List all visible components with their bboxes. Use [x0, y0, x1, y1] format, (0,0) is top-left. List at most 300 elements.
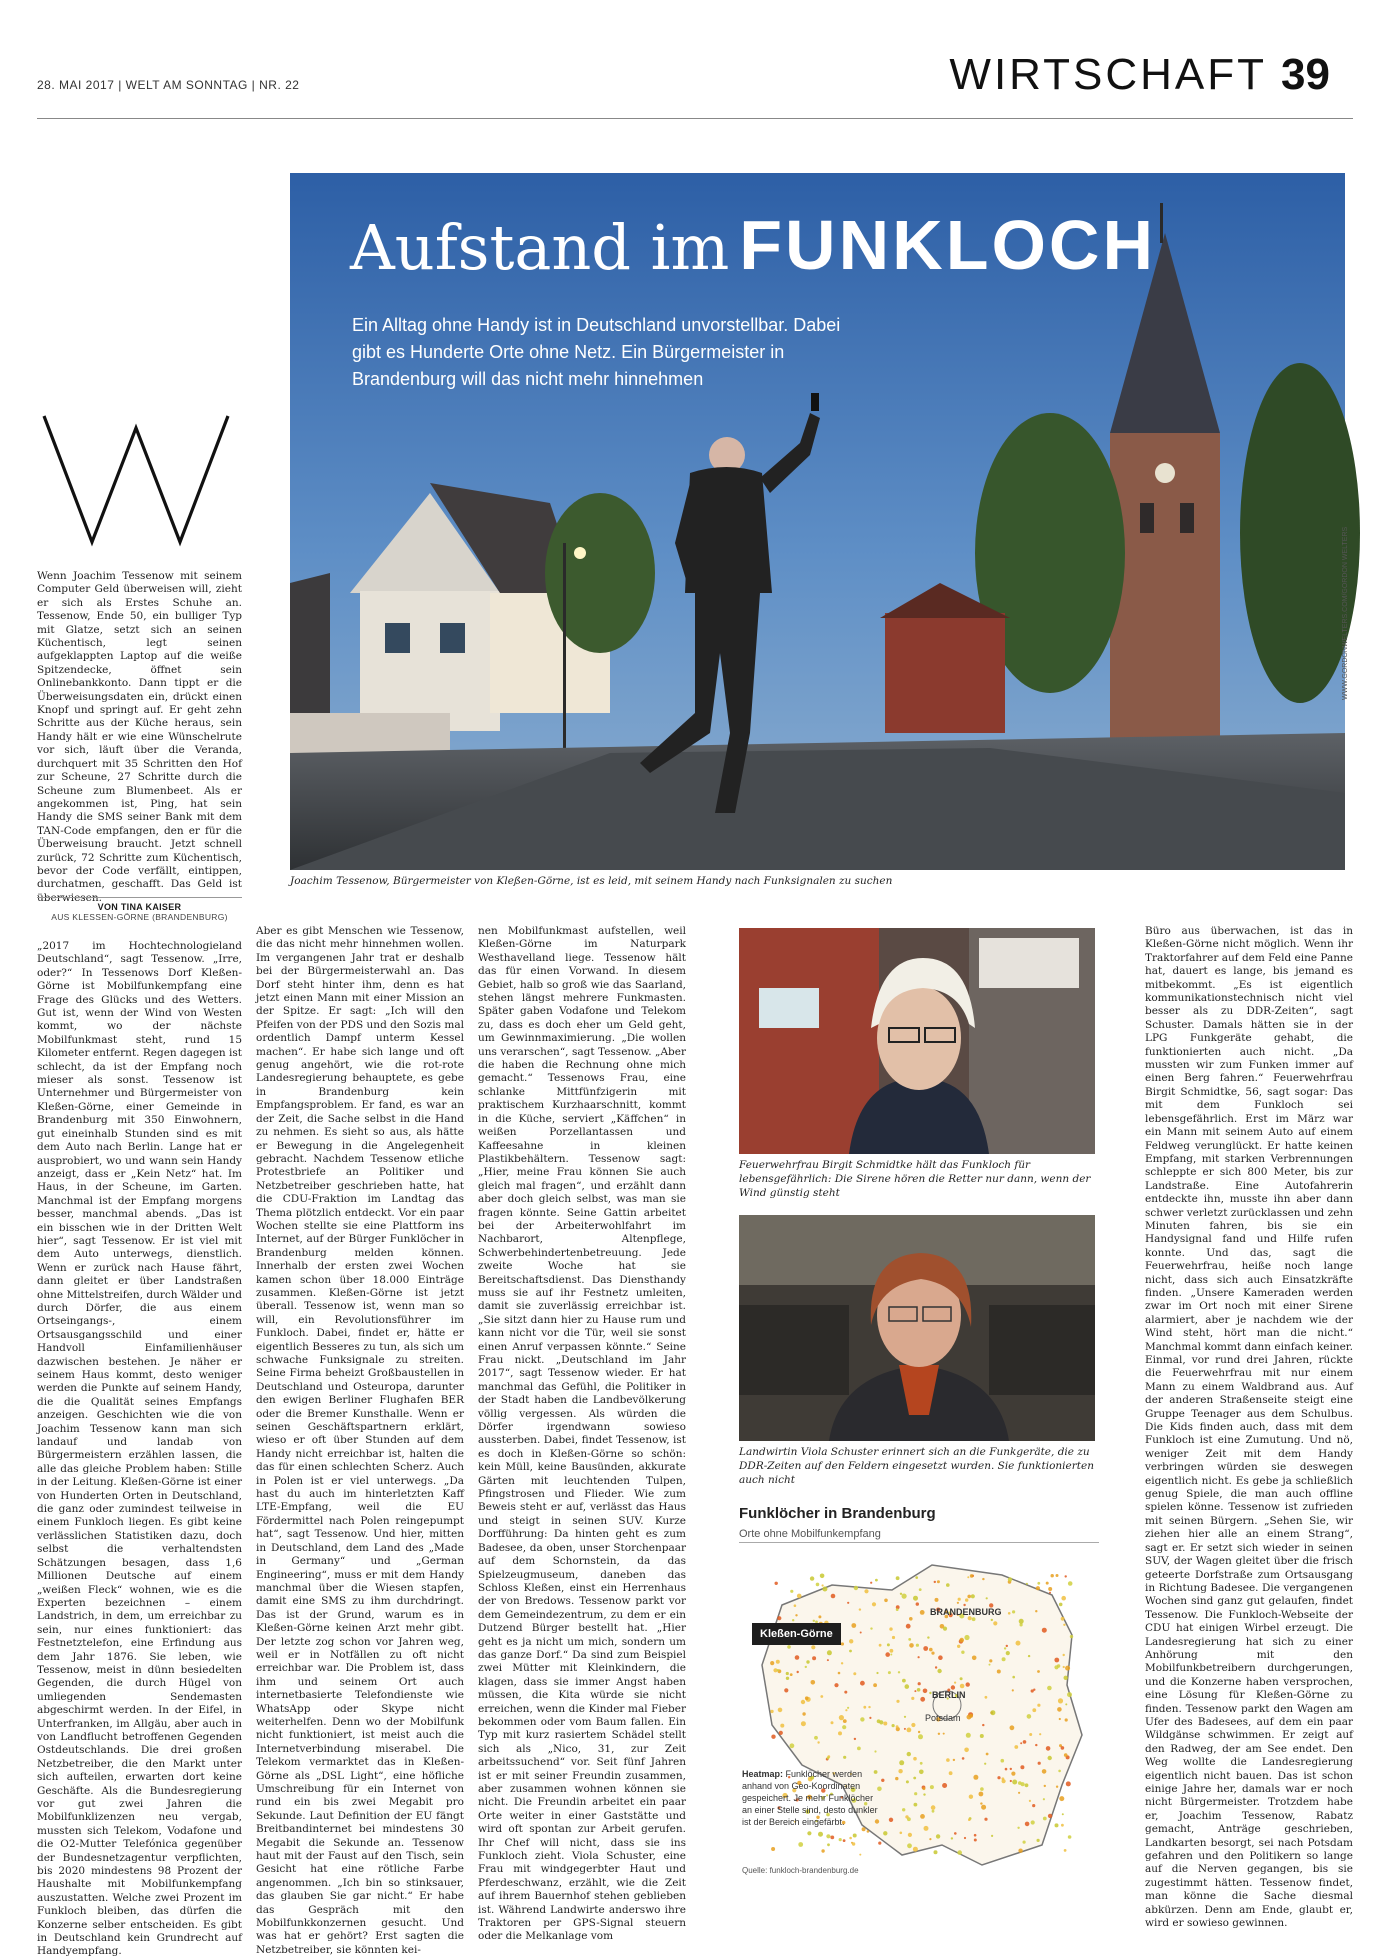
heatmap-dot: [1061, 1824, 1064, 1827]
heatmap-dot: [935, 1666, 937, 1668]
heatmap-dot: [841, 1662, 843, 1664]
heatmap-dot: [905, 1815, 908, 1818]
map-label-brandenburg: BRANDENBURG: [930, 1607, 1002, 1617]
heatmap-dot: [839, 1838, 842, 1841]
heatmap-dot: [986, 1753, 989, 1756]
heatmap-dot: [1001, 1759, 1005, 1763]
heatmap-dot: [913, 1596, 918, 1601]
heatmap-dot: [1018, 1792, 1020, 1794]
heatmap-dot: [1042, 1628, 1047, 1633]
heatmap-dot: [777, 1669, 779, 1671]
heatmap-dot: [860, 1632, 862, 1634]
heatmap-dot: [801, 1700, 805, 1704]
heatmap-dot: [1026, 1583, 1028, 1585]
heatmap-dot: [959, 1638, 964, 1643]
heatmap-dot: [1025, 1822, 1030, 1827]
heatmap-dot: [914, 1803, 918, 1807]
farmer-illustration: [739, 1215, 1095, 1441]
heatmap-dot: [911, 1697, 914, 1700]
heatmap-dot: [1058, 1698, 1063, 1703]
heatmap-dot: [830, 1836, 834, 1840]
heatmap-dot: [1066, 1781, 1071, 1786]
heatmap-dot: [1051, 1574, 1054, 1577]
heatmap-dot: [1054, 1658, 1059, 1663]
map-label-potsdam: Potsdam: [925, 1713, 961, 1723]
heatmap-dot: [918, 1682, 921, 1685]
heatmap-dot: [1018, 1849, 1022, 1853]
heatmap-dot: [899, 1760, 904, 1765]
heatmap-dot: [868, 1706, 870, 1708]
heatmap-dot: [985, 1696, 988, 1699]
heatmap-dot: [1012, 1780, 1017, 1785]
heatmap-dot: [879, 1720, 883, 1724]
heatmap-dot: [1002, 1777, 1005, 1780]
heatmap-dot: [1049, 1592, 1051, 1594]
heatmap-dot: [786, 1677, 789, 1680]
heatmap-dot: [997, 1776, 1000, 1779]
heatmap-dot: [873, 1683, 877, 1687]
heatmap-dot: [907, 1843, 912, 1848]
heatmap-dot: [1020, 1765, 1024, 1769]
heatmap-dot: [943, 1733, 945, 1735]
heatmap-dot: [914, 1792, 917, 1795]
heatmap-dot: [1032, 1804, 1035, 1807]
heatmap-dot: [904, 1728, 906, 1730]
dropcap-w: [40, 400, 240, 554]
heatmap-dot: [982, 1578, 984, 1580]
heatmap-dot: [984, 1818, 987, 1821]
heatmap-dot: [964, 1748, 969, 1753]
heatmap-dot: [878, 1842, 881, 1845]
heatmap-dot: [1027, 1714, 1032, 1719]
heatmap-dot: [1043, 1798, 1045, 1800]
heatmap-dot: [980, 1802, 982, 1804]
heatmap-dot: [1037, 1670, 1040, 1673]
heatmap-dot: [913, 1777, 916, 1780]
heatmap-dot: [787, 1645, 791, 1649]
heatmap-dot: [964, 1837, 966, 1839]
heatmap-dot: [937, 1669, 941, 1673]
heatmap-dot: [920, 1814, 925, 1819]
heatmap-dot: [843, 1756, 846, 1759]
heatmap-dot: [780, 1724, 784, 1728]
heatmap-dot: [1023, 1740, 1027, 1744]
heatmap-dot: [795, 1614, 797, 1616]
heatmap-dot: [1038, 1762, 1041, 1765]
heatmap-dot: [820, 1574, 825, 1579]
heatmap-dot: [919, 1770, 924, 1775]
heatmap-dot: [854, 1738, 856, 1740]
heatmap-dot: [817, 1741, 819, 1743]
heatmap-dot: [820, 1695, 823, 1698]
heatmap-dot: [918, 1734, 923, 1739]
heatmap-dot: [982, 1724, 984, 1726]
heatmap-dot: [892, 1724, 895, 1727]
heatmap-dot: [1014, 1745, 1018, 1749]
map-pin-klessen-goerne: Kleßen-Görne: [752, 1623, 841, 1645]
heatmap-dot: [1042, 1769, 1047, 1774]
heatmap-dot: [1039, 1733, 1041, 1735]
heatmap-dot: [847, 1602, 849, 1604]
heatmap-dot: [1048, 1587, 1052, 1591]
heatmap-dot: [1064, 1753, 1068, 1757]
heatmap-dot: [1035, 1610, 1037, 1612]
firefighter-photo: [739, 928, 1095, 1154]
heatmap-dot: [1006, 1645, 1008, 1647]
heatmap-dot: [778, 1708, 783, 1713]
heatmap-dot: [911, 1723, 915, 1727]
heatmap-dot: [1048, 1814, 1052, 1818]
heatmap-dot: [889, 1818, 893, 1822]
heatmap-dot: [1033, 1689, 1035, 1691]
page-number: 39: [1281, 50, 1330, 99]
heatmap-dot: [776, 1660, 780, 1664]
heatmap-dot: [931, 1652, 934, 1655]
headline-part-2: FUNKLOCH: [739, 206, 1157, 284]
heatmap-dot: [870, 1627, 872, 1629]
heatmap-dot: [1008, 1577, 1012, 1581]
heatmap-dot: [841, 1642, 844, 1645]
heatmap-dot: [1017, 1827, 1019, 1829]
heatmap-dot: [1061, 1746, 1065, 1750]
article-column-3: nen Mobilfunkmast aufstellen, weil Kleßen-Görne im Naturpark Westhavelland liege. Tessenow hält das für einen Vorwand. In diesem Gebiet, halb so groß wie das Saarland, stehen längst mehrere Funkmasten. Später gaben Vodafone und Telekom zu, dass es doch eher um Geld geht, um Gewinnmaximierung. „Die wollen uns verarschen“, sagt Tessenow. „Aber die haben die Rechnung ohne mich gemacht.“ Tessenows Frau, eine schlanke Mittfünfzigerin mit praktischem Kurzhaarschnitt, kommt in die Küche, serviert „Käffchen“ in weißen Porzellantassen und Kaffeesahne in kleinen Plastikbehältern. Tessenow sagt: „Hier, meine Frau können Sie auch gleich mal fragen“, und erzählt dann aber doch gleich selbst, was man sie fragen könnte. Seine Gattin arbeitet bei der Arbeiterwohlfahrt im Nachbarort, Altenpflege, Schwerbehindertenbetreuung. Jede zweite Woche hat sie Bereitschaftsdienst. Das Diensthandy muss sie auf ihr Festnetz umleiten, damit sie zuverlässig erreichbar ist. „Sie sitzt dann hier zu Hause rum und kann nicht vor die Tür, weil sie sonst einen Anruf verpassen könnte.“ Seine Frau nickt. „Deutschland im Jahr 2017“, sagt Tessenow wieder. Er hat manchmal das Gefühl, die Politiker in der Stadt haben die Landbevölkerung völlig vergessen. Als würden die Dörfer irgendwann sowieso aussterben. Dabei, findet Tessenow, ist es doch in Kleßen-Görne so schön: kein Müll, keine Bausünden, akkurate Gärten mit leuchtenden Tulpen, Pfingstrosen und Flieder. Wie zum Beweis steht er auf, verlässt das Haus und steigt in seinen SUV. Kurze Dorfführung: Da hinten geht es zum Badesee, da oben, unser Storchenpaar auf dem Schornstein, da das Spielzeugmuseum, daneben das Schloss Kleßen, einst ein Herrenhaus der von Bredows. Tessenow parkt vor dem Gemeindezentrum, zu dem er ein Dutzend Bürger bestellt hat. „Hier geht es ja nicht um mich, sondern um das ganze Dorf.“ Da sind zum Beispiel zwei Mütter mit Kleinkindern, die klagen, dass sie immer Angst haben müssen, die Kita würde sie nicht erreichen, wenn die Kinder mal Fieber bekommen oder vom Baum fallen. Ein Typ mit kurz rasiertem Schädel stellt sich als „Nico, 31, zur Zeit arbeitssuchend“ vor. Seit fünf Jahren ist er mit seiner Freundin zusammen, aber zusammen wohnen können sie nicht. Die Freundin arbeitet ein paar Orte weiter in einer Gaststätte und wird oft spontan zur Arbeit gerufen. Ihr Chef will nicht, dass sie ins Funkloch zieht. Viola Schuster, eine Frau mit windgegerbter Haut und Pferdeschwanz, erzählt, wie die Zeit auf ihrem Bauernhof stehen geblieben ist. Während Landwirte anderswo ihre Traktoren per GPS-Signal steuern oder die Melkanlage vom: [478, 925, 686, 1943]
heatmap-dot: [946, 1758, 950, 1762]
heatmap-dot: [954, 1832, 957, 1835]
heatmap-dot: [938, 1655, 943, 1660]
heatmap-dot: [969, 1714, 973, 1718]
byline: VON TINA KAISER: [37, 897, 242, 912]
heatmap-dot: [896, 1725, 899, 1728]
heatmap-dot: [898, 1671, 900, 1673]
heatmap-dot: [843, 1719, 847, 1723]
heatmap-dot: [1002, 1657, 1006, 1661]
heatmap-dot: [1043, 1817, 1047, 1821]
heatmap-dot: [896, 1700, 899, 1703]
heatmap-dot: [991, 1835, 993, 1837]
firefighter-illustration: [739, 928, 1095, 1154]
heatmap-dot: [838, 1672, 841, 1675]
heatmap-dot: [875, 1579, 878, 1582]
heatmap-dot: [936, 1834, 940, 1838]
heatmap-dot: [906, 1780, 909, 1783]
heatmap-dot: [896, 1608, 899, 1611]
heatmap-dot: [1063, 1666, 1065, 1668]
heatmap-dot: [1035, 1744, 1037, 1746]
heatmap-dot: [929, 1648, 933, 1652]
heatmap-dot: [1057, 1707, 1062, 1712]
heatmap-dot: [827, 1843, 830, 1846]
heatmap-dot: [821, 1849, 824, 1852]
heatmap-dot: [972, 1656, 977, 1661]
heatmap-dot: [965, 1598, 968, 1601]
heatmap-dot: [1055, 1823, 1059, 1827]
heatmap-dot: [905, 1684, 910, 1689]
heatmap-dot: [923, 1646, 928, 1651]
heatmap-dot: [919, 1588, 922, 1591]
heatmap-dot: [1061, 1596, 1066, 1601]
heatmap-dot: [849, 1837, 852, 1840]
heatmap-dot: [786, 1672, 789, 1675]
heatmap-dot: [1065, 1718, 1068, 1721]
heatmap-dot: [964, 1635, 969, 1640]
article-column-2: Aber es gibt Menschen wie Tessenow, die das nicht mehr hinnehmen wollen. Im vergangenen Jahr trat er deshalb bei der Bürgermeisterwahl an. Das Dorf steht hinter ihm, denn es hat jetzt einen Mann mit einer Mission an der Spitze. Er sagt: „Ich will den Pfeifen von der PDS und den Sozis mal ordentlich Dampf unterm Kessel machen“. Er habe sich lange und oft genug angehört, wie die rot-rote Landesregierung behauptete, es gebe in Brandenburg kein Empfangsproblem. Er fand, es war an der Zeit, die Sache selbst in die Hand zu nehmen. Es sieht so aus, als hätte er Bewegung in die Angelegenheit gebracht. Nachdem Tessenow etliche Protestbriefe an Politiker und Netzbetreiber geschrieben hatte, hat die CDU-Fraktion im Landtag das Thema plötzlich entdeckt. Vor ein paar Wochen stellte sie eine Plattform ins Internet, auf der Bürger Funklöcher in Brandenburg melden können. Innerhalb der ersten zwei Wochen kamen schon über 18.000 Einträge zusammen. Kleßen-Görne ist jetzt überall. Tessenow ist, wenn man so will, ein Revolutionsführer im Funkloch. Dabei, findet er, hätte er eigentlich Besseres zu tun, als sich um schwache Funksignale zu streiten. Seine Firma beheizt Großbaustellen in Deutschland und Osteuropa, darunter den ewigen Berliner Flughafen BER oder die Bremer Kunsthalle. Wenn er seinen Geschäftspartnern erklärt, wieso er oft über Stunden auf dem Handy nicht erreichbar ist, halten die das für einen schlechten Scherz. Auch in Polen ist er viel unterwegs. „Da hast du auch im hinterletzten Kaff LTE-Empfang, weil die EU Fördermittel nach Polen reingepumpt hat“, sagt Tessenow. Und hier, mitten in Deutschland, dem Land des „Made in Germany“ und „German Engineering“, muss er mit dem Handy manchmal über die Wiesen stapfen, damit eine SMS zu ihm durchdringt. Das ist der Grund, warum es in Kleßen-Görne keinen Arzt mehr gibt. Der letzte zog schon vor Jahren weg, weil er in Notfällen zu oft nicht erreichbar war. Die Problem ist, dass ihm und seinem Ort auch internetbasierte Telefondienste wie WhatsApp oder Skype nicht weiterhelfen. Denn wo der Mobilfunk nicht funktioniert, ist meist auch die Internetverbindung miserabel. Die Telekom vermarktet das in Kleßen-Görne als „DSL Light“, eine höfliche Umschreibung für ein Internet von rund ein bis zwei Megabit pro Sekunde. Laut Definition der EU fängt Breitbandinternet bei mindestens 30 Megabit die Sekunde an. Tessenow haut mit der Faust auf den Tisch, sein Gesicht hat eine rötliche Farbe angenommen. „Ich bin so stinksauer, das glauben Sie gar nicht.“ Er habe das Gespräch mit den Mobilfunkkonzernen gesucht. Und was hat er gehört? Erst sagten die Netzbetreiber, sie könnten kei-: [256, 925, 464, 1956]
heatmap-dot: [990, 1710, 995, 1715]
heatmap-dot: [1063, 1624, 1065, 1626]
heatmap-dot: [870, 1582, 872, 1584]
heatmap-dot: [883, 1722, 887, 1726]
heatmap-dot: [1008, 1612, 1011, 1615]
heatmap-dot: [953, 1759, 955, 1761]
heatmap-dot: [957, 1850, 962, 1855]
heatmap-dot: [980, 1787, 984, 1791]
heatmap-dot: [1059, 1796, 1064, 1801]
heatmap-dot: [847, 1707, 849, 1709]
heatmap-dot: [937, 1580, 940, 1583]
dateline: AUS KLESSEN-GÖRNE (BRANDENBURG): [51, 912, 228, 922]
heatmap-dot: [993, 1621, 997, 1625]
heatmap-dot: [805, 1696, 809, 1700]
deck: Ein Alltag ohne Handy ist in Deutschland unvorstellbar. Dabei gibt es Hunderte Orte ohne Netz. Ein Bürgermeister in Brandenburg will das nicht mehr hinnehmen: [352, 315, 841, 389]
heatmap-dot: [918, 1656, 920, 1658]
map-subtitle: Orte ohne Mobilfunkempfang: [739, 1528, 881, 1540]
heatmap-dot: [863, 1706, 866, 1709]
heatmap-dot: [844, 1691, 847, 1694]
heatmap-dot: [851, 1623, 856, 1628]
heatmap-dot: [920, 1762, 923, 1765]
heatmap-dot: [900, 1593, 902, 1595]
heatmap-dot: [775, 1582, 778, 1585]
hero-caption: Joachim Tessenow, Bürgermeister von Kleßen-Görne, ist es leid, mit seinem Handy nach Funksignalen zu suchen: [290, 875, 893, 887]
heatmap-dot: [885, 1652, 890, 1657]
heatmap-dot: [1059, 1603, 1063, 1607]
map-source: Quelle: funkloch-brandenburg.de: [742, 1866, 859, 1875]
heatmap-dot: [949, 1771, 953, 1775]
heatmap-dot: [801, 1721, 806, 1726]
header-rule: [37, 118, 1353, 119]
heatmap-dot: [790, 1743, 795, 1748]
heatmap-dot: [970, 1574, 974, 1578]
heatmap-dot: [797, 1594, 802, 1599]
heatmap-dot: [1021, 1782, 1025, 1786]
heatmap-dot: [806, 1660, 809, 1663]
photo-credit: WWW.GORDONWELTERS.COM/GORDON WELTERS: [1342, 526, 1349, 700]
heatmap-dot: [867, 1830, 870, 1833]
heatmap-dot: [902, 1679, 906, 1683]
heatmap-dot: [884, 1599, 888, 1603]
heatmap-dot: [1046, 1582, 1049, 1585]
heatmap-dot: [1028, 1655, 1030, 1657]
heatmap-dot: [834, 1683, 838, 1687]
heatmap-dot: [1010, 1768, 1012, 1770]
heatmap-dot: [879, 1644, 882, 1647]
heatmap-dot: [1020, 1742, 1022, 1744]
heatmap-dot: [1047, 1686, 1052, 1691]
heatmap-dot: [869, 1717, 871, 1719]
heatmap-dot: [1011, 1772, 1015, 1776]
heatmap-dot: [843, 1839, 846, 1842]
heatmap-dot: [924, 1826, 929, 1831]
heatmap-dot: [790, 1673, 793, 1676]
heatmap-dot: [923, 1689, 928, 1694]
heatmap-dot: [792, 1619, 794, 1621]
heatmap-dot: [966, 1682, 970, 1686]
heatmap-dot: [915, 1576, 918, 1579]
heatmap-dot: [1031, 1820, 1035, 1824]
heatmap-dot: [1012, 1689, 1014, 1691]
headline-part-1: Aufstand im: [350, 211, 730, 284]
heatmap-dot: [989, 1659, 992, 1662]
heatmap-dot: [883, 1831, 887, 1835]
heatmap-dot: [963, 1604, 965, 1606]
heatmap-dot: [931, 1805, 936, 1810]
heatmap-dot: [981, 1805, 986, 1810]
heatmap-dot: [860, 1681, 865, 1686]
heatmap-dot: [1065, 1575, 1067, 1577]
map-legend: [742, 1768, 882, 1828]
heatmap-dot: [960, 1677, 963, 1680]
article-column-1: „2017 im Hochtechnologieland Deutschland“, sagt Tessenow. „Irre, oder?“ In Tessenows Dorf Kleßen-Görne ist Mobilfunkempfang eine Frage des Glücks und des Wetters. Gut ist, wenn der Wind von Westen kommt, wo der nächste Mobilfunkmast steht, rund 15 Kilometer entfernt. Regen dagegen ist schlecht, da ist der Empfang noch mieser als sonst. Tessenow ist Unternehmer und Bürgermeister von Kleßen-Görne, einer Gemeinde in Brandenburg mit 350 Einwohnern, gut eineinhalb Stunden sind es mit dem Auto nach Berlin. Lange hat er ausprobiert, wo und wann sein Handy anzeigt, dass er „Kein Netz“ hat. Im Haus, in der Scheune, im Garten. Manchmal ist der Empfang morgens besser, manchmal abends. „Das ist ein bisschen wie in der Dritten Welt hier“, sagt Tessenow. Er ist viel mit dem Auto unterwegs, dienstlich. Wenn er zurück nach Hause fährt, dann gleitet er über Landstraßen ohne Mittelstreifen, durch Wälder und durch Dörfer, die aus einem Ortseingangs-, einem Ortsausgangsschild und einer Handvoll Einfamilienhäuser dazwischen bestehen. Je näher er seinem Haus kommt, desto weniger werden die Punkte auf seinem Handy, die die Qualität seines Empfangs anzeigen. Geschichten wie die von Joachim Tessenow kann man sich landauf und landab von Bürgermeistern erzählen lassen, die alle das gleiche Problem haben: Stille in der Leitung. Kleßen-Görne ist einer von Hunderten Orten in Deutschland, die ganz oder zumindest teilweise in einem Funkloch liegen. Es gibt keine verlässlichen Statistiken dazu, doch selbst die verhaltendsten Schätzungen besagen, dass 1,6 Millionen Deutsche auf einem „weißen Fleck“ wohnen, wie es die Experten bezeichnen – einem Landstrich, in dem, um erreichbar zu sein, nur eines funktioniert: das Festnetztelefon, eine Erfindung aus dem Jahr 1876. Sie leben, wie Tessenow, meist in dünn besiedelten Gegenden, die durch Hügel von umliegenden Sendemasten abgeschirmt werden. In der Eifel, in Unterfranken, im Allgäu, aber auch in von Landflucht betroffenen Gegenden Ostdeutschlands. Die drei großen Netzbetreiber, die den Markt unter sich aufteilen, erwarten dort keine Geschäfte. Als die Bundesregierung vor gut zwei Jahren die Mobilfunklizenzen neu vergab, mussten sich Telekom, Vodafone und die O2-Mutter Telefónica gegenüber der Bundesnetzagentur verpflichten, bis 2020 mindestens 98 Prozent der Haushalte mit Mobilfunkempfang auszustatten. Welche zwei Prozent im Funkloch bleiben, das dürfen die Konzerne selber entscheiden. Es gibt in Deutschland kein Grundrecht auf Handyempfang.: [37, 940, 242, 1958]
heatmap-dot: [934, 1581, 936, 1583]
heatmap-dot: [920, 1697, 925, 1702]
heatmap-dot: [935, 1598, 939, 1602]
heatmap-dot: [1016, 1641, 1021, 1646]
heatmap-dot: [1056, 1574, 1059, 1577]
heatmap-dot: [838, 1731, 842, 1735]
heatmap-dot: [814, 1736, 818, 1740]
heatmap-dot: [904, 1716, 906, 1718]
heatmap-dot: [890, 1649, 894, 1653]
heatmap-dot: [779, 1731, 783, 1735]
heatmap-dot: [1064, 1676, 1068, 1680]
heatmap-dot: [942, 1783, 947, 1788]
heatmap-dot: [898, 1769, 902, 1773]
heatmap-dot: [798, 1842, 803, 1847]
heatmap-dot: [895, 1777, 898, 1780]
heatmap-dot: [822, 1587, 827, 1592]
heatmap-dot: [795, 1655, 800, 1660]
heatmap-dot: [849, 1650, 852, 1653]
heatmap-dot: [802, 1712, 805, 1715]
heatmap-dot: [1063, 1654, 1065, 1656]
heatmap-dot: [1070, 1635, 1073, 1638]
heatmap-dot: [934, 1850, 938, 1854]
heatmap-dot: [784, 1688, 788, 1692]
heatmap-dot: [957, 1602, 959, 1604]
heatmap-dot: [827, 1650, 832, 1655]
heatmap-dot: [771, 1735, 775, 1739]
heatmap-dot: [1065, 1703, 1067, 1705]
heatmap-dot: [771, 1847, 775, 1851]
heatmap-dot: [887, 1643, 890, 1646]
heatmap-dot: [845, 1709, 847, 1711]
heatmap-dot: [827, 1757, 830, 1760]
heatmap-dot: [917, 1688, 921, 1692]
heatmap-dot: [966, 1733, 971, 1738]
heatmap-dot: [932, 1810, 935, 1813]
heatmap-dot: [852, 1842, 855, 1845]
heatmap-dot: [1032, 1708, 1036, 1712]
heatmap-dot: [874, 1750, 876, 1752]
heatmap-dot: [842, 1725, 846, 1729]
heatmap-dot: [1068, 1835, 1072, 1839]
heatmap-dot: [1005, 1768, 1008, 1771]
heatmap-dot: [908, 1833, 912, 1837]
heatmap-dot: [979, 1792, 984, 1797]
heatmap-dot: [811, 1680, 816, 1685]
heatmap-dot: [1006, 1651, 1010, 1655]
heatmap-dot: [967, 1576, 969, 1578]
heatmap-dot: [962, 1757, 965, 1760]
heatmap-dot: [909, 1643, 914, 1648]
heatmap-dot: [790, 1590, 793, 1593]
heatmap-dot: [906, 1624, 911, 1629]
heatmap-dot: [1012, 1610, 1015, 1613]
heatmap-dot: [1019, 1619, 1024, 1624]
heatmap-dot: [907, 1752, 911, 1756]
heatmap-dot: [930, 1785, 934, 1789]
heatmap-dot: [974, 1839, 977, 1842]
heatmap-dot: [973, 1775, 978, 1780]
heatmap-dot: [1012, 1676, 1015, 1679]
heatmap-dot: [1025, 1783, 1029, 1787]
heatmap-dot: [811, 1645, 815, 1649]
heatmap-dot: [969, 1795, 973, 1799]
heatmap-dot: [822, 1584, 824, 1586]
heatmap-dot: [991, 1619, 993, 1621]
map-legend-text: Funklöcher werden anhand von Geo-Koordinaten gespeichert. Je mehr Funklöcher an einer Stelle sind, desto dunkler ist der Bereich eingefärbt.: [742, 1769, 878, 1827]
farmer-caption: Landwirtin Viola Schuster erinnert sich an die Funkgeräte, die zu DDR-Zeiten auf den Feldern eingesetzt wurden. Sie funktionierten auch nicht: [739, 1446, 1094, 1486]
heatmap-dot: [974, 1834, 977, 1837]
heatmap-dot: [1061, 1617, 1065, 1621]
heatmap-dot: [1029, 1733, 1032, 1736]
heatmap-dot: [980, 1734, 984, 1738]
heatmap-dot: [916, 1602, 919, 1605]
heatmap-dot: [1065, 1666, 1070, 1671]
map-title: Funklöcher in Brandenburg: [739, 1505, 936, 1522]
heatmap-dot: [889, 1627, 892, 1630]
heatmap-dot: [902, 1594, 907, 1599]
heatmap-dot: [927, 1636, 929, 1638]
heatmap-dot: [890, 1654, 892, 1656]
heatmap-dot: [1029, 1800, 1031, 1802]
heatmap-dot: [920, 1610, 925, 1615]
heatmap-dot: [812, 1656, 816, 1660]
heatmap-dot: [1036, 1586, 1040, 1590]
heatmap-dot: [1064, 1849, 1067, 1852]
heatmap-dot: [916, 1644, 919, 1647]
heatmap-dot: [902, 1808, 905, 1811]
section-title: [949, 50, 1330, 100]
farmer-photo: [739, 1215, 1095, 1441]
heatmap-dot: [907, 1728, 912, 1733]
heatmap-dot: [849, 1639, 853, 1643]
heatmap-dot: [1037, 1839, 1040, 1842]
article-column-4: Büro aus überwachen, ist das in Kleßen-Görne nicht möglich. Wenn ihr Traktorfahrer auf dem Feld eine Panne hat, dauert es lange, bis jemand es mitbekommt. „Es ist eigentlich kommunikationstechnisch nicht viel besser als zu DDR-Zeiten“, sagt Schuster. Damals hätten sie in der LPG Funkgeräte gehabt, die funktionierten auch nicht. „Da mussten wir zum Funken immer auf einen Berg fahren.“ Feuerwehrfrau Birgit Schmidtke, 56, sagt sogar: Das mit dem Funkloch sei lebensgefährlich. Erst im März war ein Mann mit seinem Auto auf einem Feldweg verunglückt. Er hatte keinen Empfang, mit starken Verbrennungen schleppte er sich 800 Meter, bis zur Landstraße. Eine Autofahrerin entdeckte ihn, musste ihn aber dann schwer verletzt zurücklassen und zehn Minuten fahren, bis sie ein Handysignal fand und Hilfe rufen konnte. Und das, sagt die Feuerwehrfrau, heiße noch lange nicht, dass sich auch Einsatzkräfte finden. „Unsere Kameraden werden zwar im Ort noch mit einer Sirene alarmiert, aber je nachdem wie der Wind steht, hört man die nicht.“ Manchmal kommt dann einfach keiner. Einmal, vor rund drei Jahren, rückte die Feuerwehrfrau mit nur einem Mann zu einem Waldbrand aus. Auf der anderen Straßenseite steigt eine Gruppe Teenager aus dem Schulbus. Die Kids finden auch, dass mit dem Funkloch ist eine Zumutung. Und nö, weniger Zeit mit dem Handy verbringen würden sie deswegen eigentlich nicht. Es gebe ja schließlich genug Spiele, die man auch offline spielen könne. Tessenow ist zufrieden mit seinen Bürgern. „Sehen Sie, wir ziehen hier alle an einem Strang“, sagt er. Er setzt sich wieder in seinen SUV, der Wagen gleitet über die frisch geteerte Dorfstraße zum Ortsausgang in Richtung Badesee. Die vergangenen Wochen sind ganz gut gelaufen, findet Tessenow. Die Funkloch-Webseite der CDU hat einigen Wirbel erzeugt. Die Landesregierung hat sich zu einer Anhörung mit den Mobilfunkbetreibern durchgerungen, und die Konzerne haben versprochen, eine Lösung für Kleßen-Görne zu finden. Tessenow parkt den Wagen am Ufer des Badesees, auf dem ein paar Wildgänse schwimmen. Er zeigt auf den Radweg, der am See endet. Den Weg wollte die Landesregierung eigentlich nicht bauen. Das ist schon einige Jahre her, damals war er noch nicht Bürgermeister. Trotzdem habe er, Joachim Tessenow, Rabatz gemacht, Anträge geschrieben, Landkarten besorgt, sei nach Potsdam gefahren und den Politikern so lange auf die Nerven gegangen, bis sie zugestimmt hätten. Tessenow findet, man könne die Sache diesmal abkürzen. Denn am Ende, glaubt er, wird er sowieso gewinnen.: [1145, 925, 1354, 1930]
heatmap-dot: [914, 1690, 916, 1692]
heatmap-dot: [1058, 1770, 1061, 1773]
heatmap-dot: [900, 1832, 903, 1835]
heatmap-dot: [1068, 1581, 1073, 1586]
heatmap-dot: [997, 1670, 1001, 1674]
heatmap-dot: [938, 1733, 940, 1735]
heatmap-dot: [826, 1834, 830, 1838]
map-legend-label: Heatmap:: [742, 1769, 784, 1779]
heatmap-dot: [839, 1715, 844, 1720]
heatmap-dot: [986, 1597, 988, 1599]
heatmap-dot: [1010, 1780, 1012, 1782]
heatmap-dot: [853, 1834, 857, 1838]
heatmap-dot: [913, 1847, 918, 1852]
